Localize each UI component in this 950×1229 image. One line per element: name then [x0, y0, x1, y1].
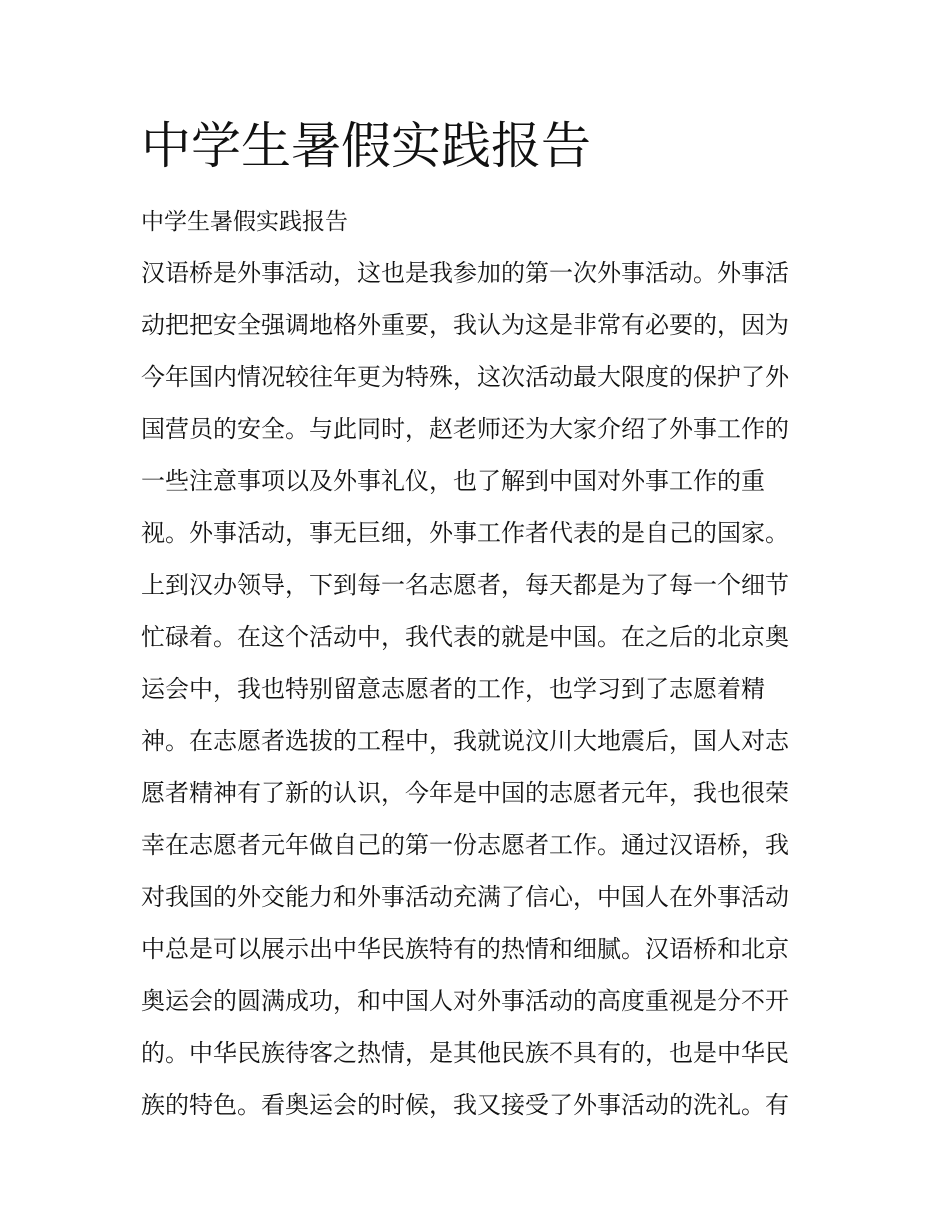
body-line: 上到汉办领导，下到每一名志愿者，每天都是为了每一个细节 — [141, 571, 789, 599]
document-subtitle: 中学生暑假实践报告 — [141, 209, 348, 235]
body-line: 今年国内情况较往年更为特殊，这次活动最大限度的保护了外 — [141, 363, 789, 391]
body-line: 汉语桥是外事活动，这也是我参加的第一次外事活动。外事活 — [141, 259, 789, 287]
body-line: 忙碌着。在这个活动中，我代表的就是中国。在之后的北京奥 — [141, 623, 789, 651]
body-line: 对我国的外交能力和外事活动充满了信心，中国人在外事活动 — [141, 883, 789, 911]
body-line: 运会中，我也特别留意志愿者的工作，也学习到了志愿着精 — [141, 675, 765, 703]
body-line: 的。中华民族待客之热情，是其他民族不具有的，也是中华民 — [141, 1039, 789, 1067]
document-body — [141, 253, 821, 1137]
body-line: 中总是可以展示出中华民族特有的热情和细腻。汉语桥和北京 — [141, 935, 789, 963]
body-line: 神。在志愿者选拔的工程中，我就说汶川大地震后，国人对志 — [141, 727, 789, 755]
body-line: 国营员的安全。与此同时，赵老师还为大家介绍了外事工作的 — [141, 415, 789, 443]
body-line: 一些注意事项以及外事礼仪，也了解到中国对外事工作的重 — [141, 467, 765, 495]
body-line: 族的特色。看奥运会的时候，我又接受了外事活动的洗礼。有 — [141, 1091, 789, 1119]
body-line: 愿者精神有了新的认识，今年是中国的志愿者元年，我也很荣 — [141, 779, 789, 807]
body-line: 幸在志愿者元年做自己的第一份志愿者工作。通过汉语桥，我 — [141, 831, 789, 859]
body-line: 奥运会的圆满成功，和中国人对外事活动的高度重视是分不开 — [141, 987, 789, 1015]
body-line: 视。外事活动，事无巨细，外事工作者代表的是自己的国家。 — [141, 519, 789, 547]
body-line: 动把把安全强调地格外重要，我认为这是非常有必要的，因为 — [141, 311, 789, 339]
document-title: 中学生暑假实践报告 — [141, 117, 591, 175]
